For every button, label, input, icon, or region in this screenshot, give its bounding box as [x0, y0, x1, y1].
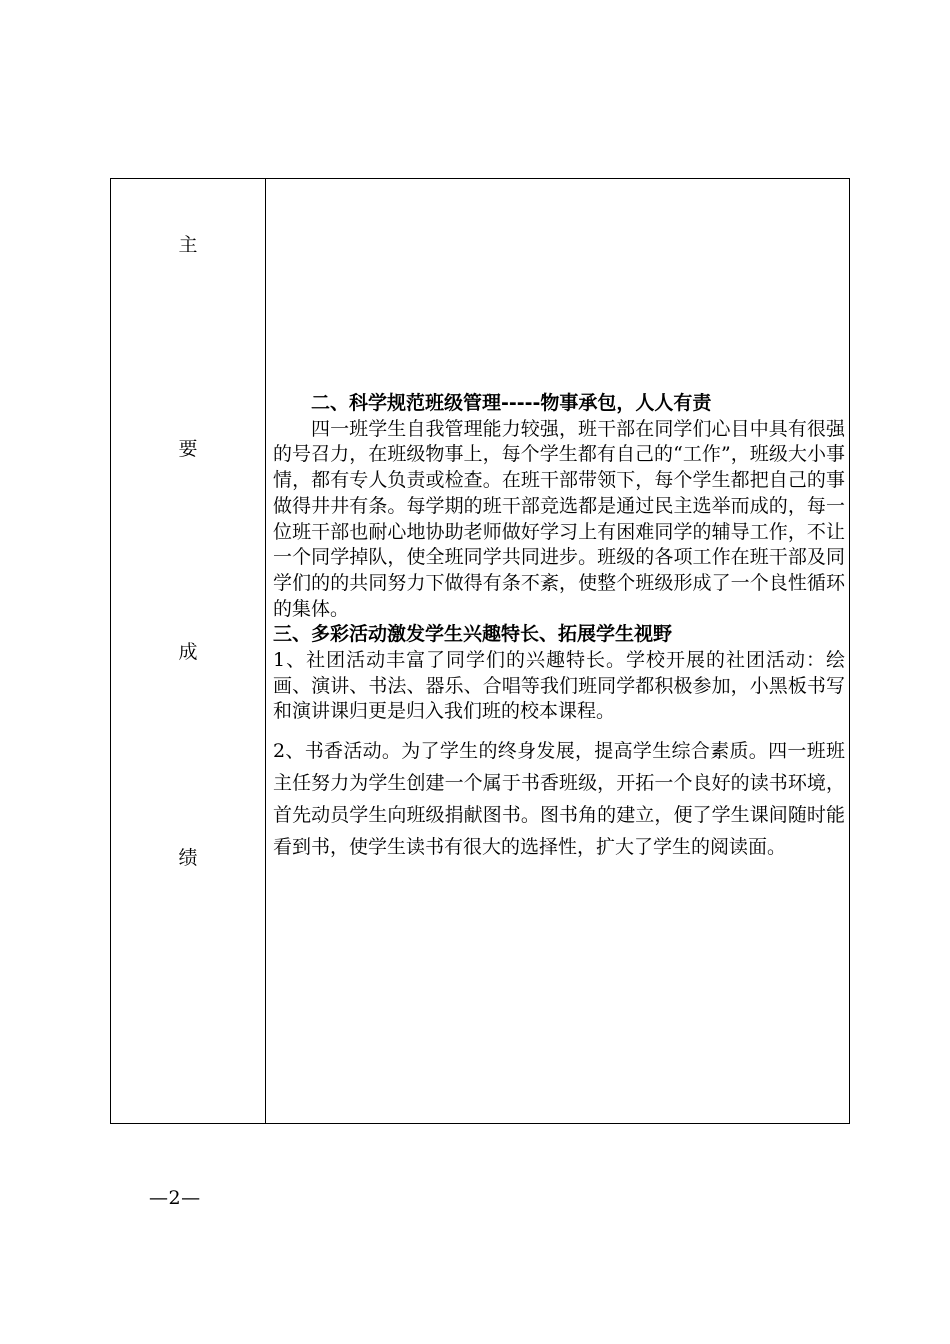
section3-item2: 2、书香活动。为了学生的终身发展，提高学生综合素质。四一班班主任努力为学生创建一个属于书香班级，开拓一个良好的读书环境，首先动员学生向班级捐献图书。图书角的建立，便了学生课间随时能看到书，使学生读书有很大的选择性，扩大了学生的阅读面。: [273, 740, 845, 859]
label-char-yao: 要: [178, 438, 198, 460]
achievement-content: [273, 391, 845, 863]
section2-paragraph: 四一班学生自我管理能力较强，班干部在同学们心目中具有很强的号召力，在班级物事上，每个学生都有自己的“工作”，班级大小事情，都有专人负责或检查。在班干部带领下，每个学生都把自己的事做得井井有条。每学期的班干部竞选都是通过民主选举而成的，每一位班干部也耐心地协助老师做好学习上有困难同学的辅导工作，不让一个同学掉队，使全班同学共同进步。班级的各项工作在班干部及同学们的的共同努力下做得有条不紊，使整个班级形成了一个良性循环的集体。: [273, 417, 845, 620]
label-char-zhu: 主: [178, 234, 198, 256]
label-char-cheng: 成: [178, 641, 198, 663]
section3-item1: 1、社团活动丰富了同学们的兴趣特长。学校开展的社团活动：绘画、演讲、书法、器乐、合唱等我们班同学都积极参加，小黑板书写和演讲课归更是归入我们班的校本课程。: [273, 649, 845, 723]
section2-heading: 二、科学规范班级管理-----物事承包，人人有责: [311, 392, 712, 414]
label-char-ji: 绩: [178, 847, 198, 869]
column-divider: [265, 179, 266, 1123]
achievement-table: [110, 178, 850, 1124]
page-number: —2—: [149, 1187, 201, 1209]
section3-heading: 三、多彩活动激发学生兴趣特长、拓展学生视野: [273, 623, 673, 646]
